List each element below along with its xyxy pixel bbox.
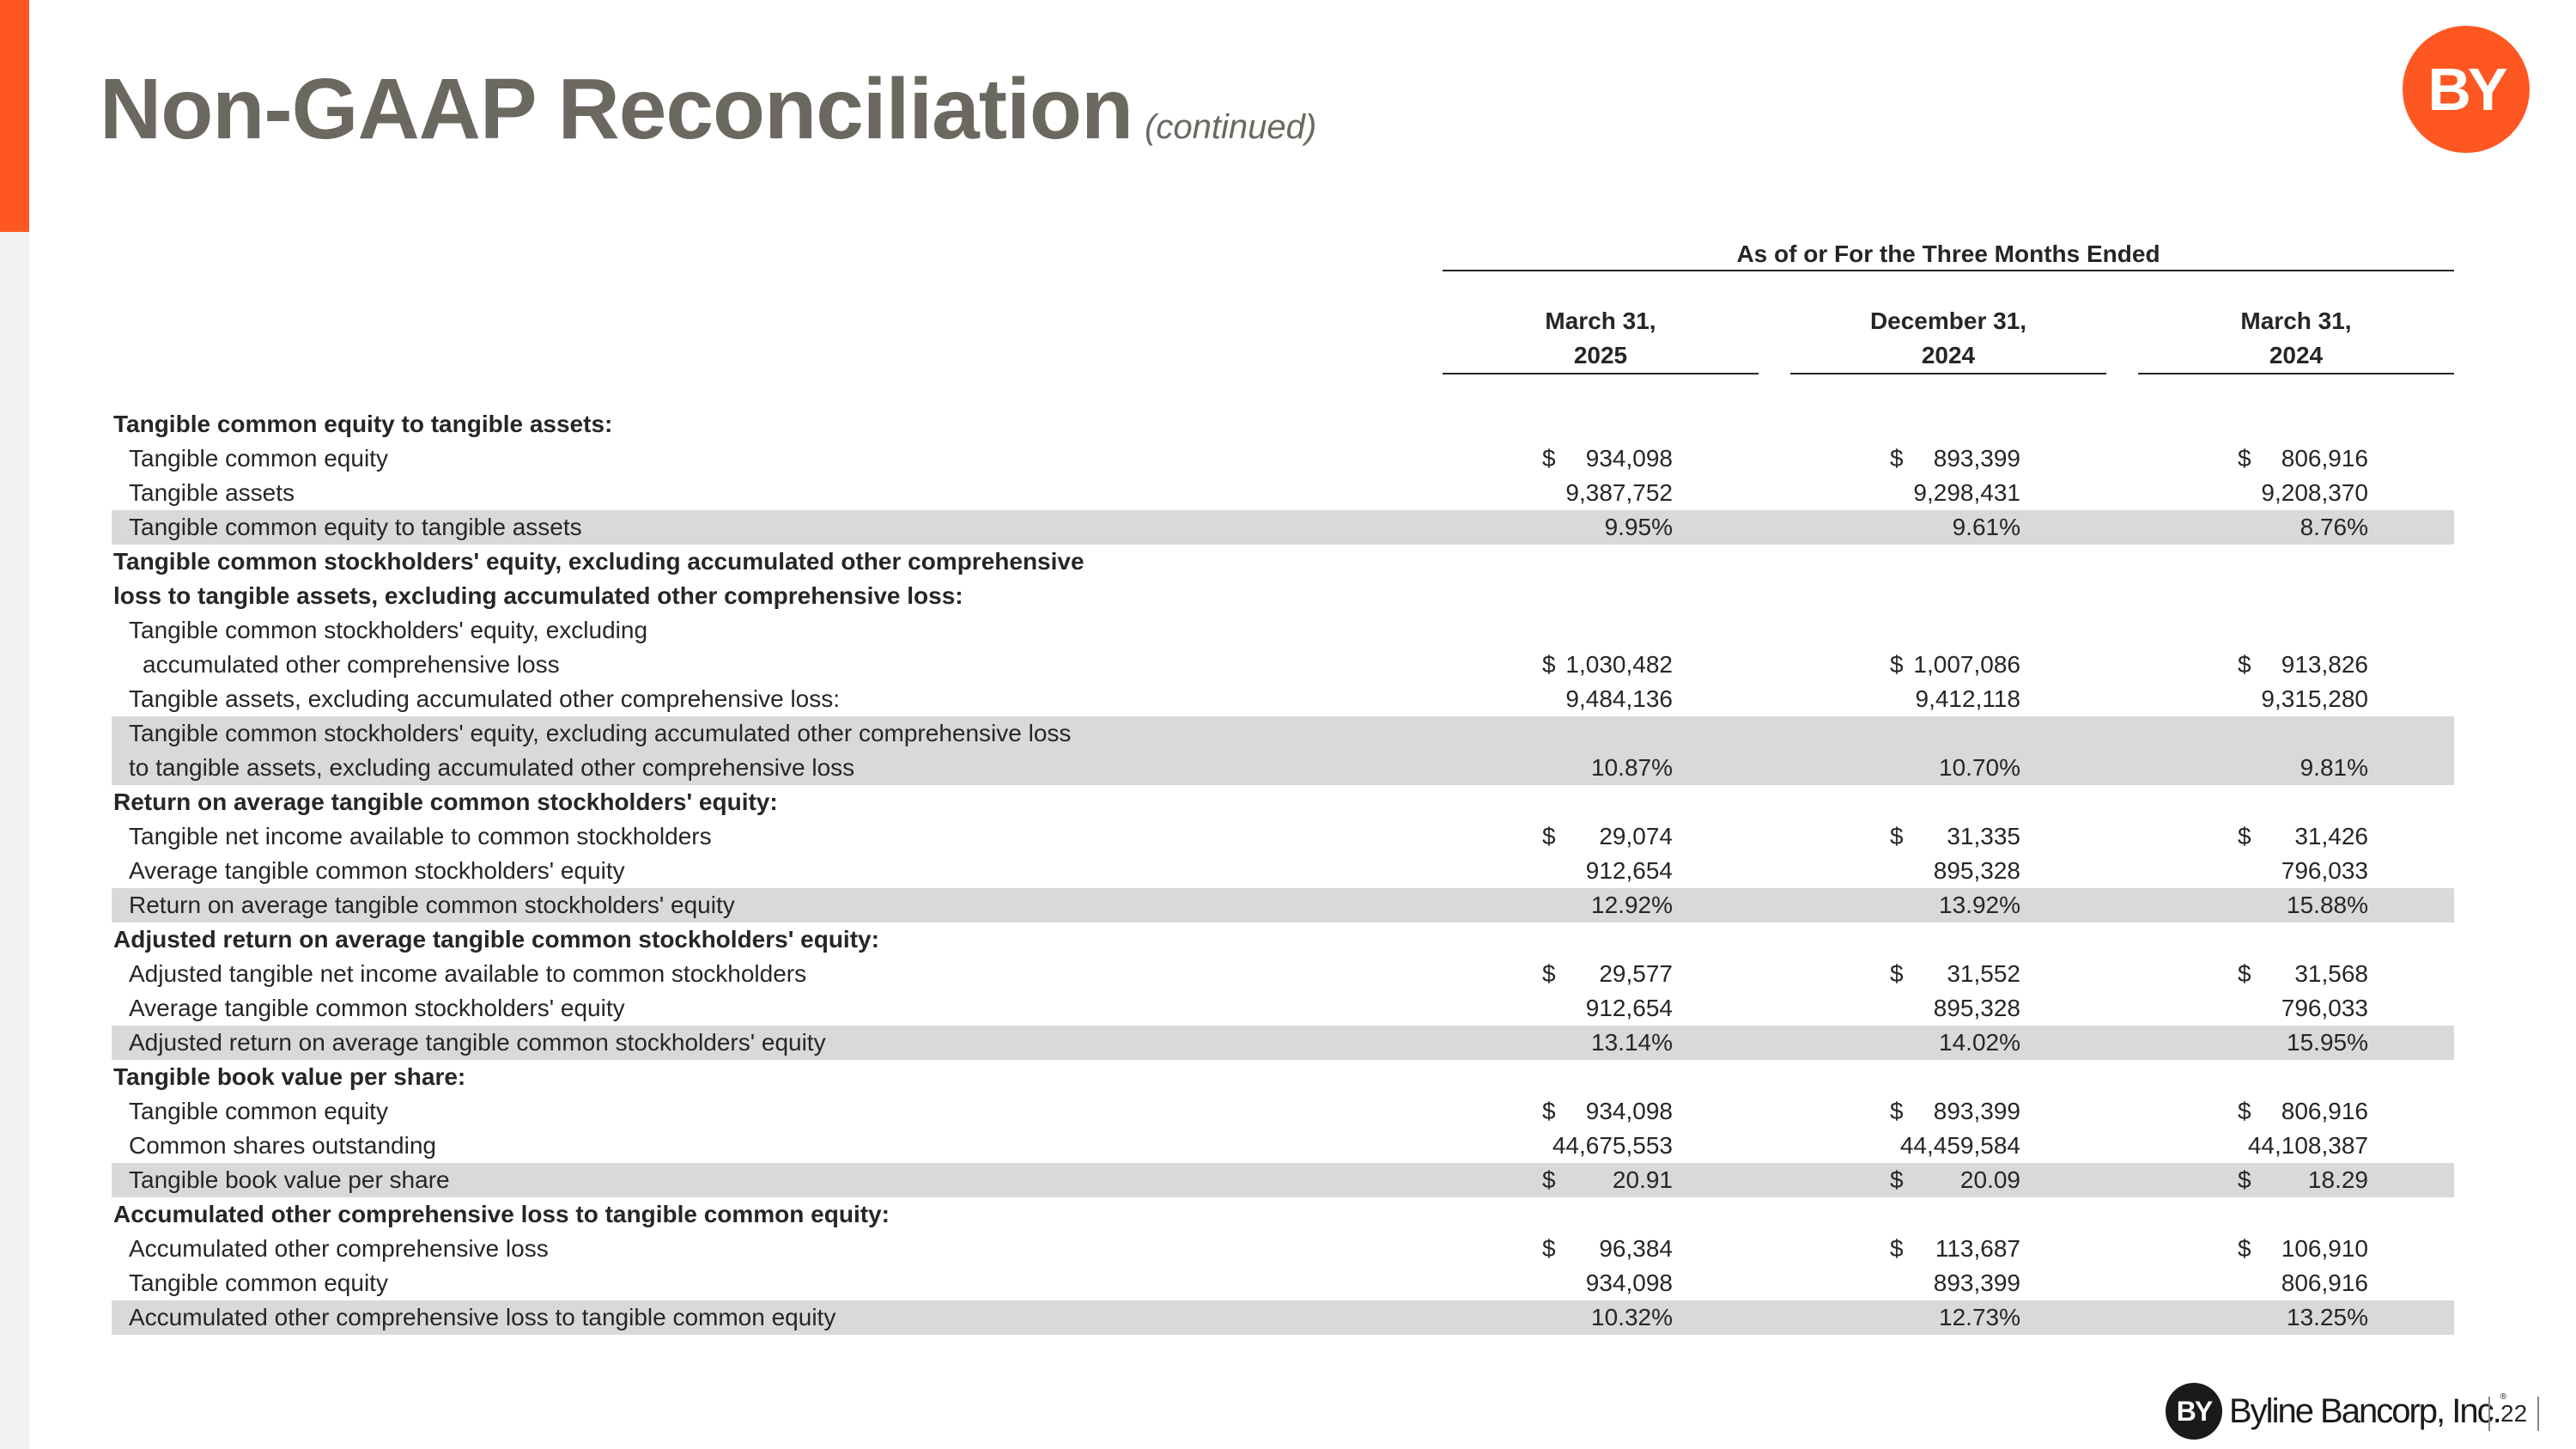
cell-value-col1: 934,098 <box>1585 1269 1673 1296</box>
table-row <box>112 1232 2454 1266</box>
currency-symbol: $ <box>1542 823 1556 849</box>
cell-value-col2: 1,007,086 <box>1913 651 2020 678</box>
row-label: Average tangible common stockholders' equity <box>129 857 625 884</box>
cell-value-col3: 9,315,280 <box>2261 685 2368 712</box>
column-header-2 <box>1790 304 2106 374</box>
cell-value-col2: 895,328 <box>1933 995 2020 1021</box>
currency-symbol: $ <box>1890 651 1904 678</box>
row-label <box>129 613 647 682</box>
section-header-row <box>112 922 2454 957</box>
cell-value-col2: 893,399 <box>1933 1269 2020 1296</box>
footer-brand <box>2229 1392 2505 1431</box>
cell-value-col1: 96,384 <box>1599 1235 1673 1262</box>
currency-symbol: $ <box>1890 823 1904 849</box>
cell-value-col3: 31,568 <box>2294 960 2368 987</box>
cell-value-col3: 13.25% <box>2287 1304 2368 1330</box>
row-label-line2: to tangible assets, excluding accumulated other comprehensive loss <box>129 754 855 781</box>
cell-value-col2: 14.02% <box>1939 1029 2020 1056</box>
column-header-3-line1: March 31, <box>2240 307 2352 334</box>
cell-value-col2: 31,552 <box>1947 960 2020 987</box>
section-label: Tangible book value per share: <box>113 1063 466 1090</box>
cell-value-col3: 806,916 <box>2281 1098 2368 1124</box>
currency-symbol: $ <box>1542 1098 1556 1124</box>
cell-value-col3: 806,916 <box>2281 1269 2368 1296</box>
page-number: 22 <box>2488 1397 2539 1431</box>
column-header-3 <box>2138 304 2454 374</box>
brand-logo: BY <box>2403 26 2530 153</box>
row-label-line1: Tangible common stockholders' equity, excluding accumulated other comprehensive loss <box>129 720 1072 746</box>
cell-value-col2: 9,298,431 <box>1913 479 2020 506</box>
title-subtitle: (continued) <box>1145 108 1317 146</box>
row-label: Tangible assets <box>129 479 295 506</box>
cell-value-col2: 31,335 <box>1947 823 2020 849</box>
cell-value-col1: 9,484,136 <box>1565 685 1673 712</box>
section-header-row <box>112 407 2454 441</box>
cell-value-col1: 29,577 <box>1599 960 1673 987</box>
table-row <box>112 1266 2454 1300</box>
cell-value-col1: 10.32% <box>1591 1304 1673 1330</box>
row-label-line2: accumulated other comprehensive loss <box>143 651 560 678</box>
cell-value-col2: 113,687 <box>1935 1235 2020 1262</box>
table-row <box>112 441 2454 476</box>
row-label: Tangible common equity <box>129 1269 388 1296</box>
cell-value-col3: 9,208,370 <box>2261 479 2368 506</box>
cell-value-col2: 12.73% <box>1939 1304 2020 1330</box>
table-row <box>112 476 2454 510</box>
table-row <box>112 682 2454 716</box>
table-row <box>112 716 2454 785</box>
group-header: As of or For the Three Months Ended <box>1443 239 2454 271</box>
cell-value-col2: 20.09 <box>1959 1166 2020 1193</box>
currency-symbol: $ <box>1890 1235 1904 1262</box>
currency-symbol: $ <box>1890 1098 1904 1124</box>
table-row <box>112 1300 2454 1335</box>
section-header-row <box>112 579 2454 613</box>
row-label: Tangible common equity <box>129 1098 388 1124</box>
row-label-line1: Tangible common stockholders' equity, excluding <box>129 617 648 643</box>
row-label: Adjusted tangible net income available to common stockholders <box>129 960 807 987</box>
section-header-row <box>112 1197 2454 1232</box>
cell-value-col3: 15.95% <box>2287 1029 2368 1056</box>
table-row <box>112 510 2454 545</box>
cell-value-col3: 15.88% <box>2287 892 2368 918</box>
cell-value-col1: 29,074 <box>1599 823 1673 849</box>
cell-value-col1: 9,387,752 <box>1565 479 1673 506</box>
cell-value-col1: 44,675,553 <box>1552 1132 1673 1159</box>
cell-value-col2: 9.61% <box>1952 514 2020 540</box>
cell-value-col1: 934,098 <box>1585 445 1673 472</box>
currency-symbol: $ <box>1890 445 1904 472</box>
currency-symbol: $ <box>2238 823 2251 849</box>
cell-value-col2: 895,328 <box>1933 857 2020 884</box>
currency-symbol: $ <box>1890 1166 1904 1193</box>
cell-value-col1: 12.92% <box>1591 892 1673 918</box>
row-label: Tangible net income available to common stockholders <box>129 823 712 849</box>
cell-value-col3: 8.76% <box>2300 514 2368 540</box>
section-label: Tangible common equity to tangible assets: <box>113 411 613 437</box>
cell-value-col1: 912,654 <box>1585 857 1673 884</box>
table-row <box>112 1094 2454 1129</box>
table-row <box>112 819 2454 854</box>
cell-value-col3: 806,916 <box>2281 445 2368 472</box>
table-row <box>112 888 2454 922</box>
currency-symbol: $ <box>2238 445 2251 472</box>
currency-symbol: $ <box>2238 1235 2251 1262</box>
row-label: Tangible book value per share <box>129 1166 450 1193</box>
row-label: Common shares outstanding <box>129 1132 436 1159</box>
column-header-2-line1: December 31, <box>1869 307 2027 334</box>
cell-value-col1: 10.87% <box>1591 754 1673 781</box>
cell-value-col2: 9,412,118 <box>1915 685 2020 712</box>
cell-value-col3: 106,910 <box>2281 1235 2368 1262</box>
table-row <box>112 1163 2454 1197</box>
currency-symbol: $ <box>1890 960 1904 987</box>
cell-value-col1: 934,098 <box>1585 1098 1673 1124</box>
currency-symbol: $ <box>1542 445 1556 472</box>
column-header-2-line2: 2024 <box>1921 342 1976 368</box>
cell-value-col2: 893,399 <box>1933 1098 2020 1124</box>
row-label: Adjusted return on average tangible common stockholders' equity <box>129 1029 826 1056</box>
section-label: Adjusted return on average tangible common stockholders' equity: <box>113 926 879 953</box>
footer-trademark: ® <box>2500 1391 2506 1402</box>
footer-brand-text: Byline Bancorp, Inc. <box>2229 1391 2500 1430</box>
cell-value-col1: 9.95% <box>1604 514 1673 540</box>
section-header-row <box>112 1060 2454 1094</box>
cell-value-col3: 44,108,387 <box>2247 1132 2368 1159</box>
cell-value-col1: 20.91 <box>1612 1166 1673 1193</box>
table-row <box>112 1026 2454 1060</box>
table-row <box>112 1129 2454 1163</box>
column-header-1-line1: March 31, <box>1545 307 1656 334</box>
column-header-1-line2: 2025 <box>1573 342 1628 368</box>
currency-symbol: $ <box>2238 651 2251 678</box>
cell-value-col3: 9.81% <box>2300 754 2368 781</box>
column-header-1 <box>1443 304 1759 374</box>
row-label: Tangible common equity to tangible assets <box>129 514 582 540</box>
section-label: loss to tangible assets, excluding accumulated other comprehensive loss: <box>113 582 963 609</box>
currency-symbol: $ <box>2238 1166 2251 1193</box>
title-main: Non-GAAP Reconciliation <box>100 61 1133 157</box>
currency-symbol: $ <box>1542 960 1556 987</box>
section-label: Tangible common stockholders' equity, excluding accumulated other comprehensive <box>113 548 1084 575</box>
cell-value-col1: 1,030,482 <box>1565 651 1673 678</box>
row-label: Average tangible common stockholders' equity <box>129 995 625 1021</box>
currency-symbol: $ <box>2238 960 2251 987</box>
cell-value-col2: 13.92% <box>1939 892 2020 918</box>
table-row <box>112 613 2454 682</box>
currency-symbol: $ <box>1542 1166 1556 1193</box>
row-label: Accumulated other comprehensive loss to tangible common equity <box>129 1304 836 1330</box>
row-label: Return on average tangible common stockholders' equity <box>129 892 735 918</box>
table-row <box>112 854 2454 888</box>
footer-logo <box>2166 1383 2505 1440</box>
cell-value-col3: 31,426 <box>2294 823 2368 849</box>
row-label <box>129 716 1071 785</box>
section-label: Return on average tangible common stockholders' equity: <box>113 788 778 815</box>
cell-value-col3: 18.29 <box>2307 1166 2368 1193</box>
footer-logo-mark: BY <box>2166 1383 2222 1440</box>
section-label: Accumulated other comprehensive loss to tangible common equity: <box>113 1201 890 1227</box>
cell-value-col3: 913,826 <box>2281 651 2368 678</box>
column-header-3-line2: 2024 <box>2269 342 2324 368</box>
cell-value-col2: 44,459,584 <box>1899 1132 2020 1159</box>
cell-value-col2: 10.70% <box>1939 754 2020 781</box>
currency-symbol: $ <box>2238 1098 2251 1124</box>
currency-symbol: $ <box>1542 1235 1556 1262</box>
cell-value-col2: 893,399 <box>1933 445 2020 472</box>
section-header-row <box>112 545 2454 579</box>
currency-symbol: $ <box>1542 651 1556 678</box>
row-label: Tangible common equity <box>129 445 388 472</box>
cell-value-col3: 796,033 <box>2281 995 2368 1021</box>
cell-value-col1: 13.14% <box>1591 1029 1673 1056</box>
section-header-row <box>112 785 2454 819</box>
cell-value-col3: 796,033 <box>2281 857 2368 884</box>
cell-value-col1: 912,654 <box>1585 995 1673 1021</box>
row-label: Accumulated other comprehensive loss <box>129 1235 549 1262</box>
table-row <box>112 957 2454 991</box>
table-row <box>112 991 2454 1026</box>
row-label: Tangible assets, excluding accumulated other comprehensive loss: <box>129 685 841 712</box>
